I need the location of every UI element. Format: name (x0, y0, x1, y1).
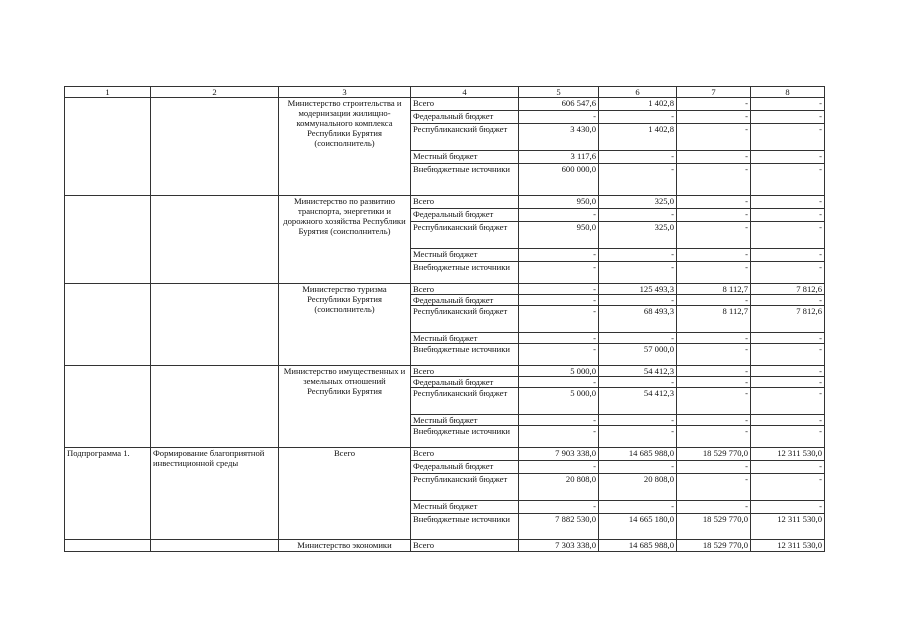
value-cell: - (519, 262, 599, 284)
value-cell: - (519, 249, 599, 262)
table-row (65, 540, 825, 552)
value-cell: - (519, 209, 599, 222)
value-cell: - (599, 415, 677, 426)
value-cell: - (599, 262, 677, 284)
program-name-cell (151, 98, 279, 196)
program-cell: Подпрограмма 1. (65, 448, 151, 540)
header-cell: 7 (677, 87, 751, 98)
budget-table (64, 86, 825, 552)
value-cell: - (677, 366, 751, 377)
value-cell: - (751, 474, 825, 501)
value-cell: - (751, 111, 825, 124)
program-cell (65, 284, 151, 366)
source-label: Республиканский бюджет (411, 222, 519, 249)
value-cell: 8 112,7 (677, 284, 751, 295)
program-name-cell: Формирование благоприятной инвестиционной среды (151, 448, 279, 540)
value-cell: - (677, 98, 751, 111)
value-cell: - (751, 333, 825, 344)
value-cell: 14 665 180,0 (599, 514, 677, 540)
source-label: Федеральный бюджет (411, 295, 519, 306)
value-cell: - (751, 388, 825, 415)
value-cell: - (677, 151, 751, 164)
value-cell: 1 402,8 (599, 98, 677, 111)
value-cell: - (751, 249, 825, 262)
value-cell: - (599, 249, 677, 262)
value-cell: - (677, 344, 751, 366)
value-cell: - (519, 377, 599, 388)
value-cell: - (599, 426, 677, 448)
header-cell: 1 (65, 87, 151, 98)
value-cell: - (599, 164, 677, 196)
source-label: Всего (411, 98, 519, 111)
value-cell: 950,0 (519, 196, 599, 209)
value-cell: 7 812,6 (751, 306, 825, 333)
value-cell: - (751, 461, 825, 474)
value-cell: - (751, 222, 825, 249)
executor-cell: Министерство строительства и модернизации жилищно-коммунального комплекса Республики Бурятия (соисполнитель) (279, 98, 411, 196)
executor-cell: Министерство по развитию транспорта, энергетики и дорожного хозяйства Республики Бурятия (соисполнитель) (279, 196, 411, 284)
value-cell: - (519, 426, 599, 448)
value-cell: - (519, 111, 599, 124)
value-cell: - (677, 426, 751, 448)
value-cell: - (599, 461, 677, 474)
header-cell: 6 (599, 87, 677, 98)
value-cell: - (677, 415, 751, 426)
value-cell: - (519, 333, 599, 344)
executor-cell: Министерство имущественных и земельных отношений Республики Бурятия (279, 366, 411, 448)
value-cell: - (599, 209, 677, 222)
value-cell: 3 430,0 (519, 124, 599, 151)
value-cell: 20 808,0 (519, 474, 599, 501)
value-cell: 12 311 530,0 (751, 448, 825, 461)
source-label: Всего (411, 366, 519, 377)
source-label: Республиканский бюджет (411, 306, 519, 333)
value-cell: - (519, 344, 599, 366)
value-cell: - (677, 222, 751, 249)
source-label: Всего (411, 540, 519, 552)
value-cell: - (751, 196, 825, 209)
value-cell: - (599, 333, 677, 344)
table-row (65, 98, 825, 111)
value-cell: - (751, 124, 825, 151)
value-cell: 7 303 338,0 (519, 540, 599, 552)
header-cell: 5 (519, 87, 599, 98)
source-label: Всего (411, 196, 519, 209)
value-cell: - (677, 388, 751, 415)
program-cell (65, 196, 151, 284)
value-cell: 8 112,7 (677, 306, 751, 333)
value-cell: - (677, 111, 751, 124)
value-cell: 7 812,6 (751, 284, 825, 295)
source-label: Местный бюджет (411, 333, 519, 344)
table-row (65, 448, 825, 461)
executor-cell: Министерство туризма Республики Бурятия (соисполнитель) (279, 284, 411, 366)
value-cell: 325,0 (599, 222, 677, 249)
program-name-cell (151, 196, 279, 284)
program-name-cell (151, 540, 279, 552)
value-cell: 14 685 988,0 (599, 448, 677, 461)
value-cell: 14 685 988,0 (599, 540, 677, 552)
value-cell: - (519, 461, 599, 474)
table-row (65, 284, 825, 295)
value-cell: 18 529 770,0 (677, 448, 751, 461)
value-cell: - (677, 333, 751, 344)
source-label: Республиканский бюджет (411, 124, 519, 151)
source-label: Внебюджетные источники (411, 344, 519, 366)
source-label: Внебюджетные источники (411, 426, 519, 448)
value-cell: - (519, 295, 599, 306)
value-cell: - (677, 377, 751, 388)
value-cell: 68 493,3 (599, 306, 677, 333)
source-label: Местный бюджет (411, 501, 519, 514)
program-name-cell (151, 284, 279, 366)
value-cell: - (751, 151, 825, 164)
executor-cell: Всего (279, 448, 411, 540)
value-cell: - (599, 501, 677, 514)
value-cell: 125 493,3 (599, 284, 677, 295)
header-cell: 2 (151, 87, 279, 98)
value-cell: - (751, 209, 825, 222)
source-label: Внебюджетные источники (411, 262, 519, 284)
value-cell: - (599, 151, 677, 164)
header-cell: 3 (279, 87, 411, 98)
source-label: Местный бюджет (411, 249, 519, 262)
value-cell: - (751, 344, 825, 366)
source-label: Республиканский бюджет (411, 388, 519, 415)
source-label: Федеральный бюджет (411, 111, 519, 124)
value-cell: 950,0 (519, 222, 599, 249)
value-cell: - (599, 111, 677, 124)
value-cell: - (599, 295, 677, 306)
program-cell (65, 98, 151, 196)
value-cell: - (677, 262, 751, 284)
source-label: Федеральный бюджет (411, 377, 519, 388)
value-cell: - (751, 501, 825, 514)
executor-cell: Министерство экономики (279, 540, 411, 552)
program-cell (65, 366, 151, 448)
value-cell: 7 882 530,0 (519, 514, 599, 540)
value-cell: - (519, 415, 599, 426)
value-cell: - (677, 209, 751, 222)
value-cell: - (519, 284, 599, 295)
value-cell: 57 000,0 (599, 344, 677, 366)
value-cell: 18 529 770,0 (677, 540, 751, 552)
value-cell: 5 000,0 (519, 388, 599, 415)
value-cell: - (519, 306, 599, 333)
source-label: Местный бюджет (411, 415, 519, 426)
value-cell: - (677, 249, 751, 262)
value-cell: - (519, 501, 599, 514)
value-cell: 54 412,3 (599, 388, 677, 415)
value-cell: - (677, 501, 751, 514)
value-cell: - (677, 164, 751, 196)
source-label: Республиканский бюджет (411, 474, 519, 501)
value-cell: - (677, 295, 751, 306)
source-label: Внебюджетные источники (411, 164, 519, 196)
program-name-cell (151, 366, 279, 448)
value-cell: 600 000,0 (519, 164, 599, 196)
source-label: Федеральный бюджет (411, 461, 519, 474)
value-cell: 3 117,6 (519, 151, 599, 164)
value-cell: 5 000,0 (519, 366, 599, 377)
value-cell: 7 903 338,0 (519, 448, 599, 461)
source-label: Внебюджетные источники (411, 514, 519, 540)
header-cell: 4 (411, 87, 519, 98)
value-cell: - (751, 377, 825, 388)
value-cell: 12 311 530,0 (751, 540, 825, 552)
source-label: Федеральный бюджет (411, 209, 519, 222)
source-label: Всего (411, 448, 519, 461)
value-cell: - (751, 295, 825, 306)
table-row (65, 366, 825, 377)
value-cell: - (751, 366, 825, 377)
value-cell: 325,0 (599, 196, 677, 209)
source-label: Всего (411, 284, 519, 295)
value-cell: - (751, 426, 825, 448)
value-cell: - (677, 196, 751, 209)
value-cell: 18 529 770,0 (677, 514, 751, 540)
value-cell: - (751, 164, 825, 196)
value-cell: 20 808,0 (599, 474, 677, 501)
program-cell (65, 540, 151, 552)
source-label: Местный бюджет (411, 151, 519, 164)
value-cell: - (599, 377, 677, 388)
value-cell: - (677, 474, 751, 501)
table-row (65, 196, 825, 209)
header-cell: 8 (751, 87, 825, 98)
value-cell: - (677, 124, 751, 151)
value-cell: - (751, 262, 825, 284)
value-cell: 1 402,8 (599, 124, 677, 151)
value-cell: 12 311 530,0 (751, 514, 825, 540)
value-cell: - (751, 98, 825, 111)
value-cell: - (751, 415, 825, 426)
header-row (65, 87, 825, 98)
value-cell: 54 412,3 (599, 366, 677, 377)
value-cell: 606 547,6 (519, 98, 599, 111)
value-cell: - (677, 461, 751, 474)
